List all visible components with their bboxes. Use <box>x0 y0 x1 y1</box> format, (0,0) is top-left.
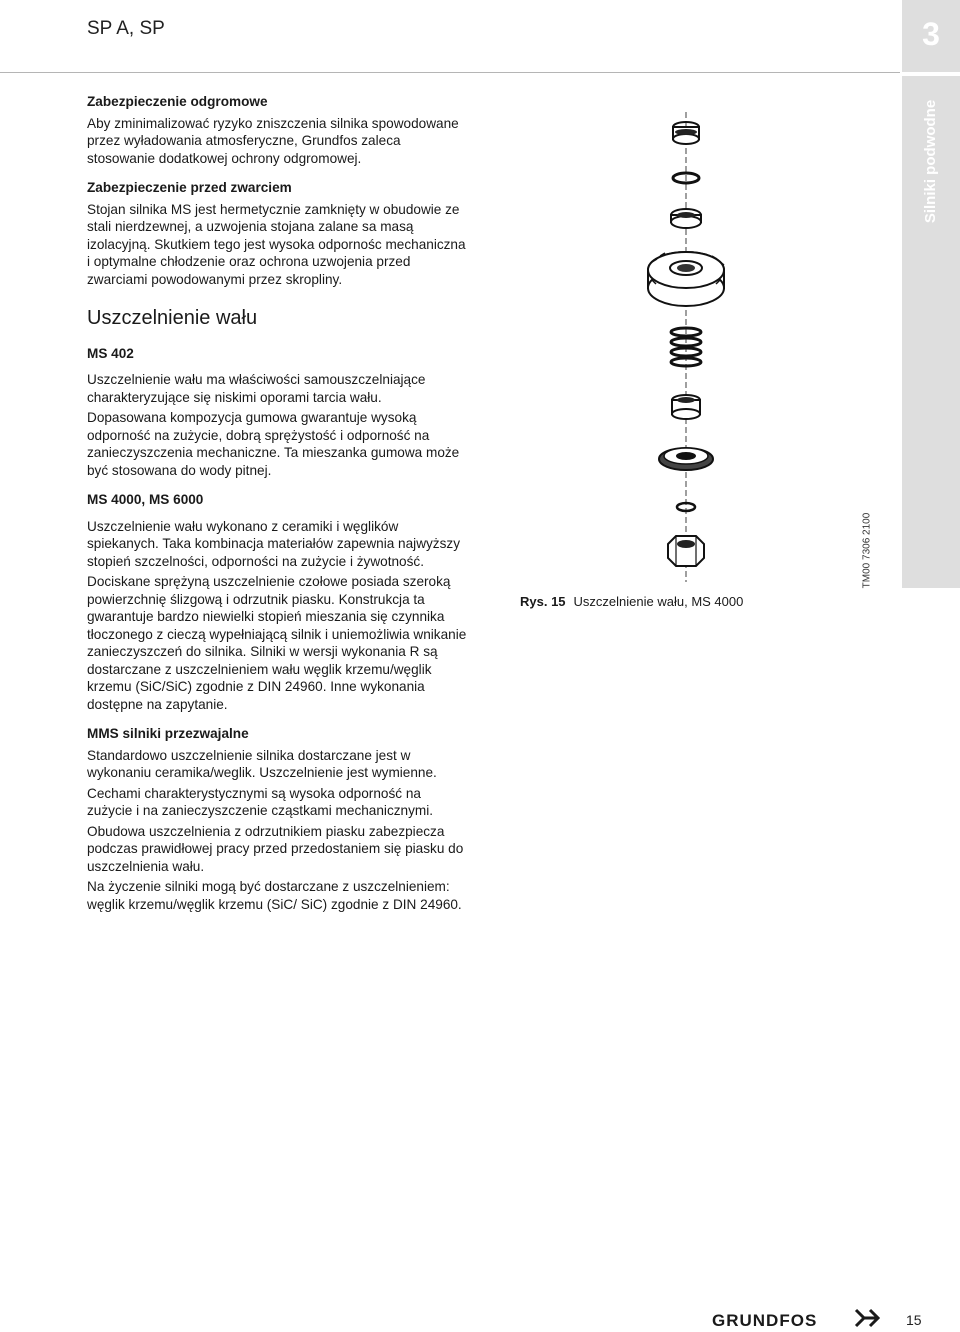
chapter-number: 3 <box>922 16 940 52</box>
grundfos-logo <box>712 1306 882 1330</box>
mms-paragraph-2: Cechami charakterystycznymi są wysoka odporność na zużycie i na zanieczyszczenie cząstkami mechanicznymi. <box>87 785 434 818</box>
ms402-paragraph-2: Dopasowana kompozycja gumowa gwarantuje wysoką odporność na zużycie, dobrą sprężystość i odporność na zanieczyszczenia mechaniczne. Ta mieszanka gumowa może być stosowana do wody pitnej. <box>87 410 460 478</box>
short-circuit-heading: Zabezpieczenie przed zwarciem <box>87 180 292 195</box>
page-header <box>0 0 900 73</box>
mms-paragraph-4: Na życzenie silniki mogą być dostarczane z uszczelnieniem: węglik krzemu/węglik krzemu (SiC/ SiC) zgodnie z DIN 24960. <box>87 879 462 912</box>
seal-sleeve-part <box>672 395 700 419</box>
figure-caption <box>520 594 743 609</box>
page-number: 15 <box>906 1312 922 1328</box>
ms402-paragraph-1: Uszczelnienie wału ma właściwości samouszczelniające charakteryzujące się niskimi oporami tarcia wału. <box>87 372 426 405</box>
svg-text:GRUNDFOS: GRUNDFOS <box>712 1311 818 1330</box>
ms4000-paragraph-1: Uszczelnienie wału wykonano z ceramiki i węglików spiekanych. Taka kombinacja materiałów zapewnia najwyższy stopień szczelności, odporności na zużycie i żywotność. <box>87 518 460 569</box>
ms4000-paragraph-2: Dociskane sprężyną uszczelnienie czołowe posiada szeroką powierzchnię ślizgową i odrzutnik piasku. Konstrukcja ta gwarantuje bardzo niewielki stopień mieszania się czynnika tłoczonego z cieczą wypełniającą silnik i uniemożliwia wnikanie zanieczyszczeń do silnika. Silniki w wersji wykonania R są dostarczane z uszczelnieniem wału węglik krzemu/węglik krzemu (SiC/SiC) zgodnie z DIN 24960. Inne wykonania dostępne na zapytanie. <box>87 574 467 712</box>
small-o-ring-part <box>677 503 695 511</box>
seal-ring-part <box>671 209 701 228</box>
shaft-seal-exploded-drawing <box>636 112 736 582</box>
shaft-seal-title: Uszczelnienie wału <box>87 307 258 329</box>
side-tab-label: Silniki podwodne <box>922 99 940 223</box>
short-circuit-text: Stojan silnika MS jest hermetycznie zamknięty w obudowie ze stali nierdzewnej, a uzwojenia stojana zalane sa masą izolacyjną. Skutkiem tego jest wysoka odpornośc mechaniczna i optymalne chłodzenie oraz ochrona uzwojenia przed zwarciami powodowanymi przez skropliny. <box>87 201 466 287</box>
nut-part <box>668 536 704 566</box>
figure-code: TM00 7306 2100 <box>861 512 873 588</box>
mms-paragraph-3: Obudowa uszczelnienia z odrzutnikiem piasku zabezpiecza podczas prawidłowej pracy przed przedostaniem się piasku do uszczelnienia wału. <box>87 823 464 874</box>
chapter-tab <box>902 0 960 72</box>
document-title: SP A, SP <box>87 18 165 39</box>
figure-label: Rys. 15 <box>520 594 566 609</box>
mms-paragraph-1: Standardowo uszczelnienie silnika dostarczane jest w wykonaniu ceramika/weglik. Uszczelnienie jest wymienne. <box>87 747 437 780</box>
lightning-heading: Zabezpieczenie odgromowe <box>87 94 268 109</box>
lightning-text: Aby zminimalizować ryzyko zniszczenia silnika spowodowane przez wyładowania atmosferyczne, Grundfos zaleca stosowanie dodatkowej ochrony odgromowej. <box>87 115 459 166</box>
mms-heading: MMS silniki przezwajalne <box>87 726 249 741</box>
figure-caption-text: Uszczelnienie wału, MS 4000 <box>573 594 744 609</box>
sand-shield-housing-part <box>648 252 724 306</box>
ms402-heading: MS 402 <box>87 345 134 361</box>
face-seal-disc-part <box>659 448 713 470</box>
main-column <box>87 93 467 916</box>
ms4000-heading: MS 4000, MS 6000 <box>87 492 204 507</box>
